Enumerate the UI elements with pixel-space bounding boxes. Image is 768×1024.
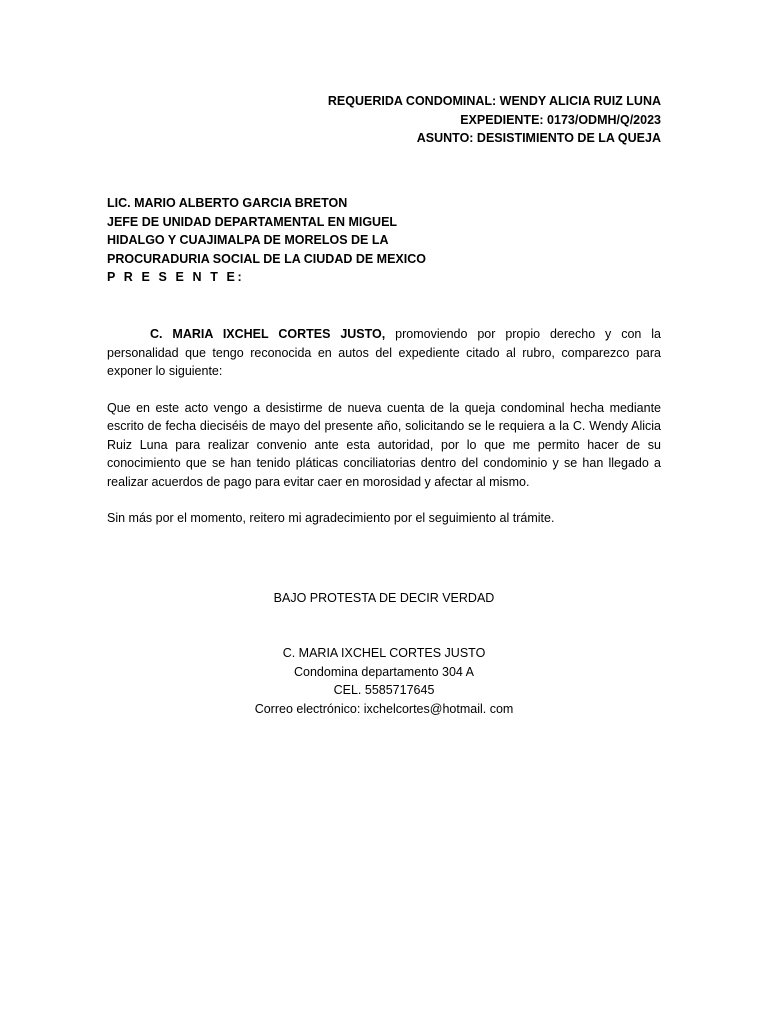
protesta-line: BAJO PROTESTA DE DECIR VERDAD — [273, 591, 495, 605]
signature-block — [107, 644, 661, 718]
closing-paragraph: Sin más por el momento, reitero mi agradecimiento por el seguimiento al trámite. — [107, 511, 555, 525]
signature-unit: Condomina departamento 304 A — [294, 664, 474, 679]
intro-text: promoviendo por propio derecho y con la personalidad que tengo reconocida en autos del expediente citado al rubro, comparezco para exponer lo siguiente: — [107, 327, 662, 378]
recipient-title-line3: PROCURADURIA SOCIAL DE LA CIUDAD DE MEXICO — [107, 251, 426, 266]
letter-body — [107, 325, 661, 528]
signature-name: C. MARIA IXCHEL CORTES JUSTO — [282, 646, 486, 660]
main-paragraph: Que en este acto vengo a desistirme de nueva cuenta de la queja condominal hecha mediante escrito de fecha dieciséis de mayo del presente año, solicitando se le requiera a la C. Wendy Alicia Ruiz Luna para realizar convenio ante esta autoridad, por lo que me permito hacer de su conocimiento que se han tenido pláticas conciliatorias dentro del condominio y se han llegado a realizar acuerdos de pago para evitar caer en morosidad y afectar al mismo. — [107, 400, 661, 489]
presente-line: P R E S E N T E: — [107, 270, 245, 284]
signature-email: Correo electrónico: ixchelcortes@hotmail. com — [254, 701, 514, 716]
intro-paragraph — [107, 325, 661, 381]
recipient-title-line2: HIDALGO Y CUAJIMALPA DE MORELOS DE LA — [107, 233, 389, 247]
expediente-line: EXPEDIENTE: 0173/ODMH/Q/2023 — [460, 112, 661, 127]
case-header — [221, 92, 661, 148]
recipient-title-line1: JEFE DE UNIDAD DEPARTAMENTAL EN MIGUEL — [107, 214, 398, 229]
signature-phone: CEL. 5585717645 — [333, 683, 435, 697]
intro-name: C. MARIA IXCHEL CORTES JUSTO, — [150, 327, 386, 341]
recipient-name: LIC. MARIO ALBERTO GARCIA BRETON — [107, 196, 348, 210]
recipient-block — [107, 194, 426, 287]
requerida-line: REQUERIDA CONDOMINAL: WENDY ALICIA RUIZ LUNA — [327, 94, 661, 108]
asunto-line: ASUNTO: DESISTIMIENTO DE LA QUEJA — [416, 131, 661, 145]
